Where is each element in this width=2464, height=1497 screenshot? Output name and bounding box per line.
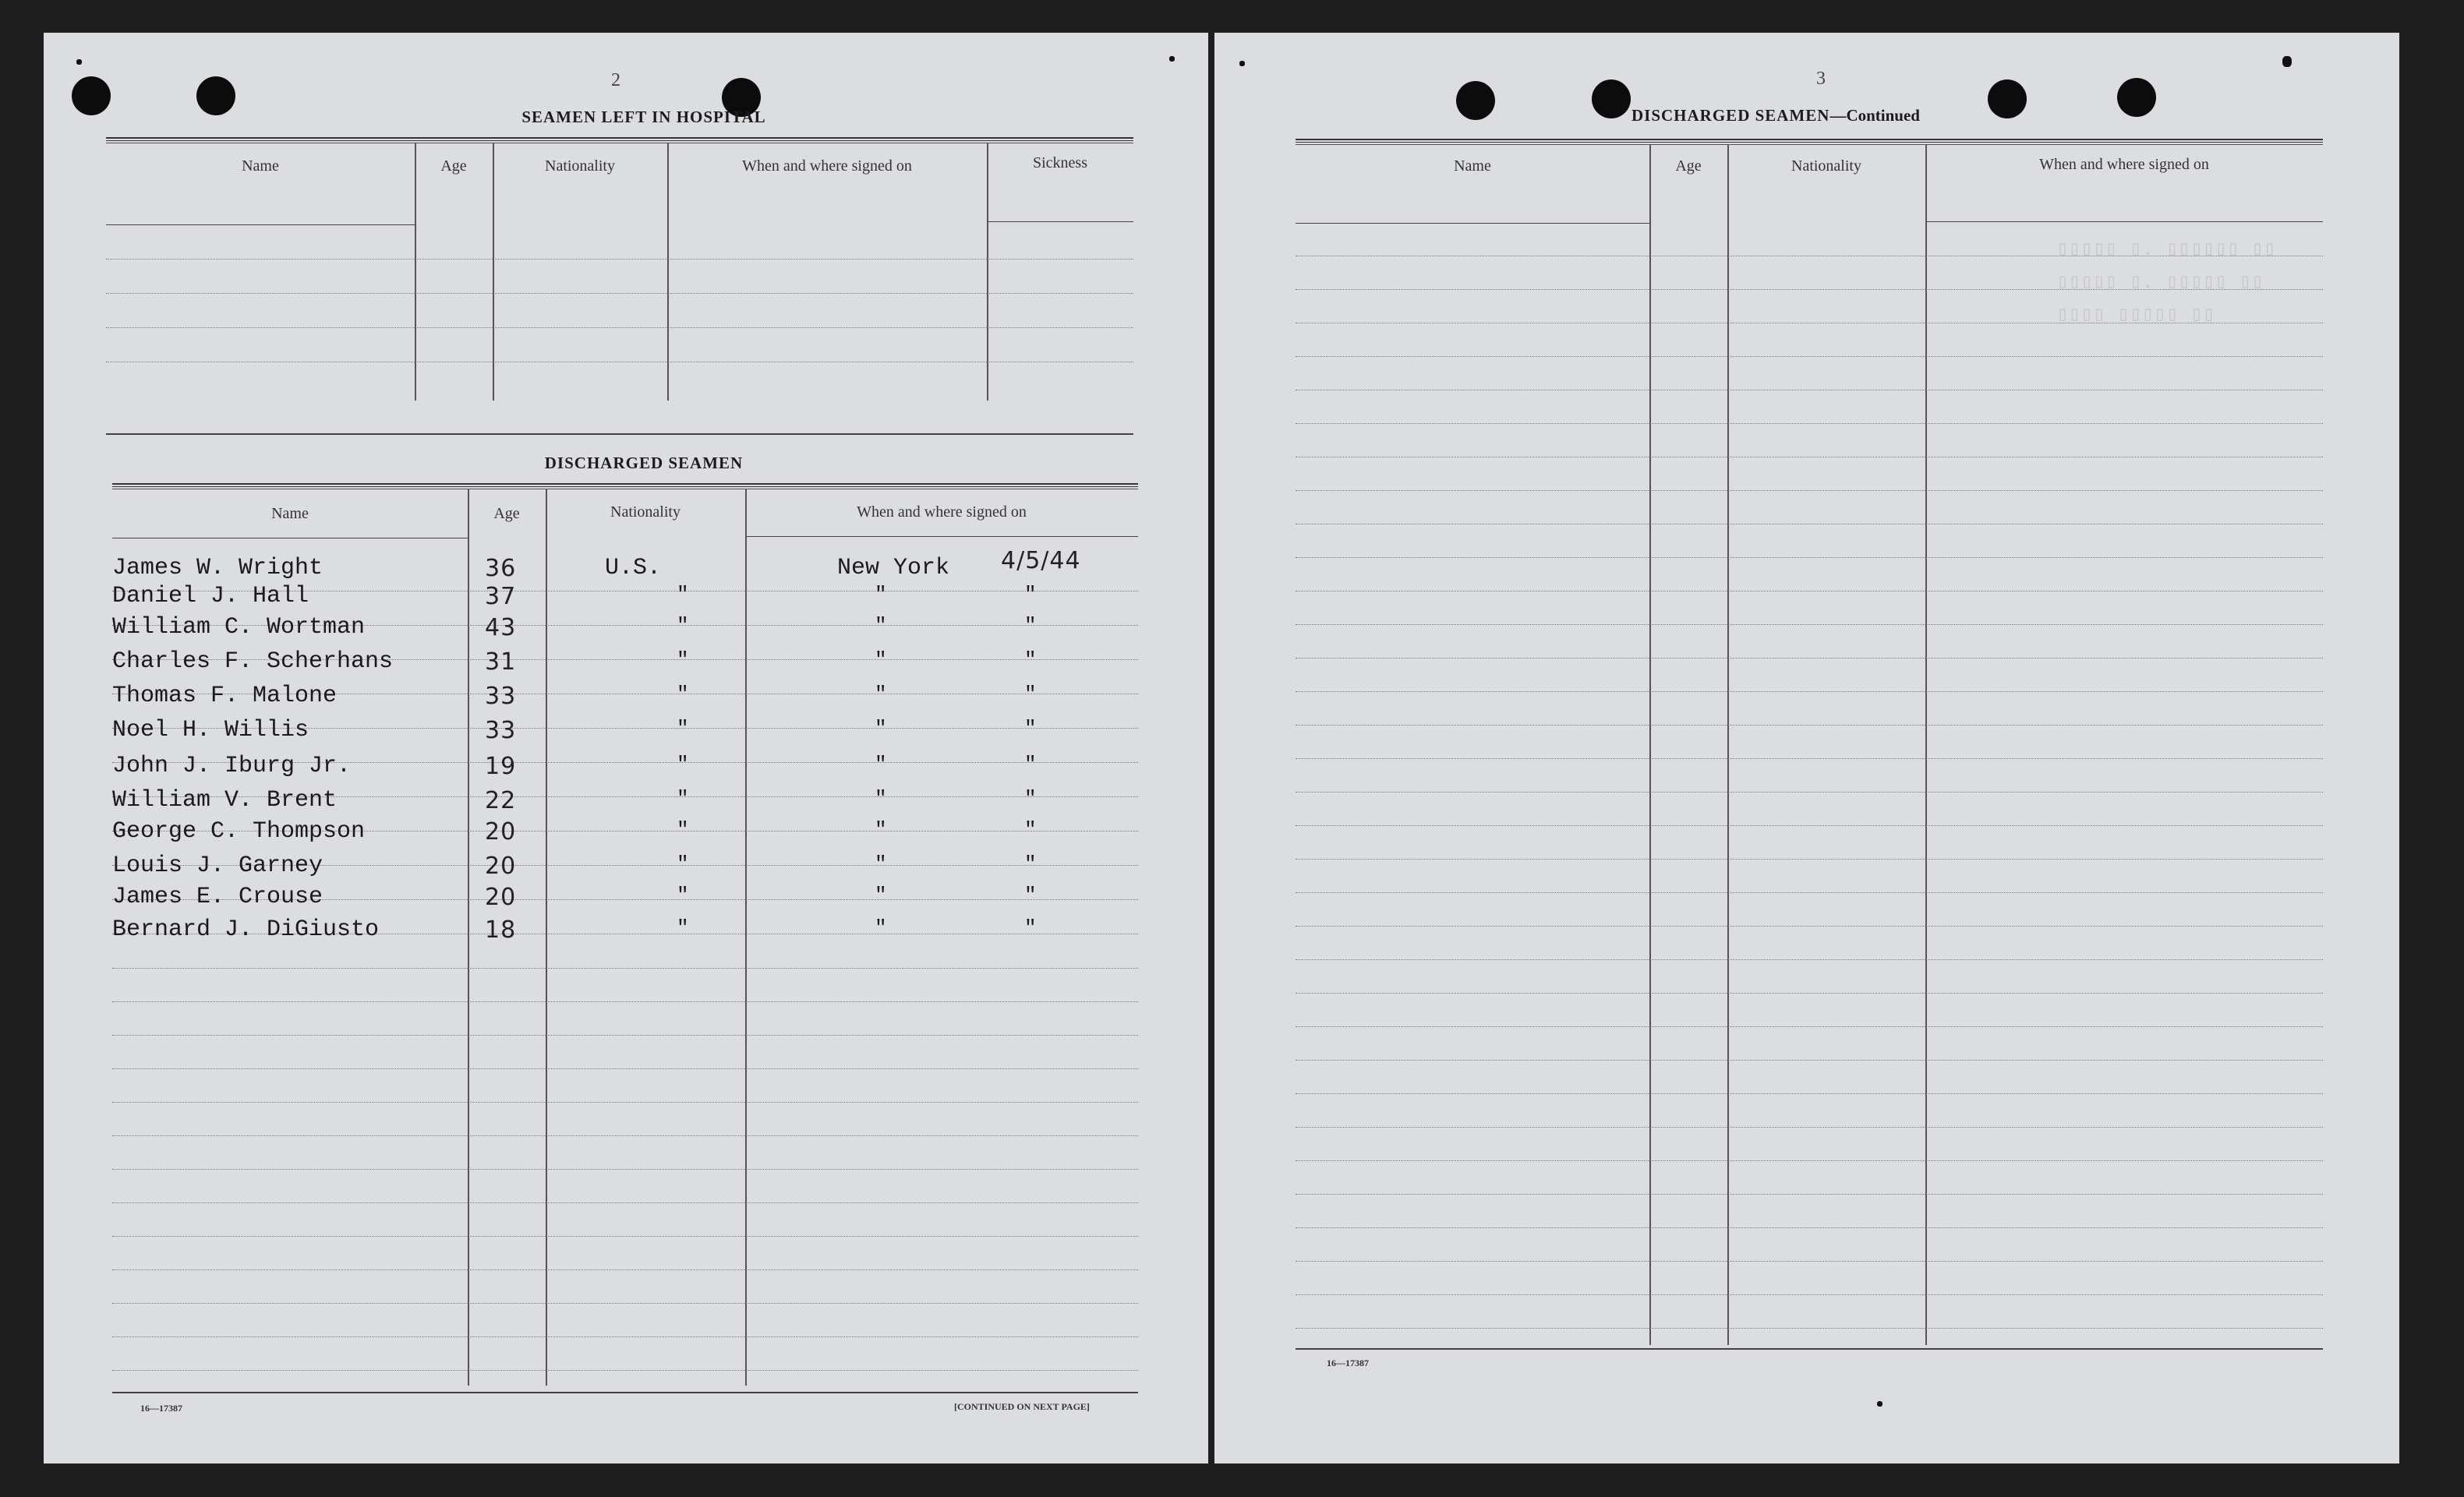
row-rule <box>106 259 1133 260</box>
speck <box>1877 1401 1882 1407</box>
seaman-age: 18 <box>485 916 517 944</box>
top-rule <box>106 137 1133 141</box>
seaman-age: 22 <box>485 787 517 814</box>
seaman-age: 20 <box>485 884 517 911</box>
seaman-nationality-ditto: " <box>677 787 689 810</box>
show-through: ▯▯▯▯ ▯▯▯▯▯ ▯▯ <box>2056 303 2215 327</box>
row-rule <box>1296 356 2323 357</box>
seaman-nationality-ditto: " <box>677 717 689 740</box>
row-rule <box>112 1370 1138 1371</box>
seaman-signed-date-ditto: " <box>1024 648 1037 672</box>
right-page <box>1214 33 2399 1463</box>
seaman-signed-place: New York <box>837 555 950 581</box>
seaman-nationality-ditto: " <box>677 583 689 606</box>
hospital-table <box>106 137 1133 438</box>
seaman-signed-place-ditto: " <box>875 916 887 940</box>
seaman-name: John J. Iburg Jr. <box>112 753 352 779</box>
col-header-nationality: Nationality <box>610 503 681 521</box>
seaman-name: James E. Crouse <box>112 884 323 910</box>
row-rule <box>1296 1026 2323 1027</box>
col-header-name: Name <box>242 157 279 175</box>
col-header-signed-on: When and where signed on <box>857 503 1027 521</box>
seaman-nationality-ditto: " <box>677 853 689 876</box>
seaman-signed-place-ditto: " <box>875 648 887 672</box>
seaman-nationality-ditto: " <box>677 884 689 907</box>
seaman-age: 20 <box>485 853 517 880</box>
punch-hole <box>1988 79 2027 118</box>
top-rule <box>112 483 1138 487</box>
row-rule <box>112 1068 1138 1069</box>
header-underline <box>987 221 1133 222</box>
seaman-name: William C. Wortman <box>112 614 366 641</box>
seaman-nationality-ditto: " <box>677 753 689 776</box>
seaman-signed-date-ditto: " <box>1024 614 1037 637</box>
seaman-signed-place-ditto: " <box>875 884 887 907</box>
seaman-name: Noel H. Willis <box>112 717 309 743</box>
bottom-rule <box>112 1392 1138 1393</box>
seaman-age: 37 <box>485 583 517 610</box>
col-header-signed-on: When and where signed on <box>2039 156 2209 173</box>
right-title-main: DISCHARGED SEAMEN <box>1631 106 1830 125</box>
punch-hole <box>2117 78 2156 117</box>
punch-hole <box>196 76 235 115</box>
row-rule <box>1296 859 2323 860</box>
punch-hole <box>1456 81 1495 120</box>
seaman-signed-date-ditto: " <box>1024 853 1037 876</box>
header-underline <box>745 536 1138 537</box>
row-rule <box>1296 725 2323 726</box>
speck <box>1169 56 1175 62</box>
seaman-signed-date-ditto: " <box>1024 717 1037 740</box>
seaman-age: 20 <box>485 818 517 846</box>
hospital-title: SEAMEN LEFT IN HOSPITAL <box>521 108 766 126</box>
row-rule <box>106 293 1133 294</box>
row-rule <box>112 1269 1138 1270</box>
seaman-signed-place-ditto: " <box>875 683 887 706</box>
show-through: ▯▯▯▯▯ ▯. ▯▯▯▯▯▯ ▯▯ <box>2056 238 2276 261</box>
seaman-age: 33 <box>485 683 517 710</box>
col-header-age: Age <box>493 505 520 522</box>
top-rule-2 <box>1296 144 2323 145</box>
seaman-signed-place-ditto: " <box>875 583 887 606</box>
header-underline <box>1925 221 2323 222</box>
seaman-signed-date-ditto: " <box>1024 753 1037 776</box>
col-header-age: Age <box>1675 157 1702 175</box>
page-number: 2 <box>611 70 620 90</box>
bottom-rule <box>1296 1348 2323 1350</box>
row-rule <box>1296 1160 2323 1161</box>
row-rule <box>1296 289 2323 290</box>
row-rule <box>112 1169 1138 1170</box>
seaman-signed-place-ditto: " <box>875 753 887 776</box>
col-header-signed-on: When and where signed on <box>742 157 912 175</box>
left-page <box>44 33 1208 1463</box>
show-through: ▯▯▯▯▯ ▯. ▯▯▯▯▯ ▯▯ <box>2056 270 2264 294</box>
row-rule <box>1296 825 2323 826</box>
col-header-name: Name <box>271 505 309 522</box>
seaman-signed-place-ditto: " <box>875 787 887 810</box>
seaman-nationality-ditto: " <box>677 818 689 842</box>
column-divider <box>1925 145 1927 1345</box>
seaman-nationality-ditto: " <box>677 916 689 940</box>
seaman-signed-place-ditto: " <box>875 818 887 842</box>
row-rule <box>1296 1093 2323 1094</box>
row-rule <box>112 1135 1138 1136</box>
seaman-name: Charles F. Scherhans <box>112 648 394 675</box>
seaman-name: Louis J. Garney <box>112 853 323 879</box>
page-number: 3 <box>1816 69 1826 89</box>
row-rule <box>112 1102 1138 1103</box>
seaman-name: George C. Thompson <box>112 818 366 845</box>
seaman-name: Bernard J. DiGiusto <box>112 916 380 943</box>
right-title <box>1589 106 1963 125</box>
seaman-age: 43 <box>485 614 517 641</box>
seaman-signed-date-ditto: " <box>1024 818 1037 842</box>
seaman-age: 33 <box>485 717 517 744</box>
col-header-name: Name <box>1454 157 1491 175</box>
row-rule <box>112 1035 1138 1036</box>
row-rule <box>1296 1194 2323 1195</box>
row-rule <box>112 1001 1138 1002</box>
seaman-name: James W. Wright <box>112 555 323 581</box>
form-number: 16—17387 <box>1327 1358 1369 1368</box>
row-rule <box>112 1303 1138 1304</box>
column-divider <box>745 489 747 1386</box>
seaman-signed-place-ditto: " <box>875 853 887 876</box>
speck <box>1239 61 1245 66</box>
row-rule <box>1296 1127 2323 1128</box>
row-rule <box>1296 624 2323 625</box>
seaman-signed-place-ditto: " <box>875 614 887 637</box>
seaman-name: Daniel J. Hall <box>112 583 309 609</box>
row-rule <box>1296 1261 2323 1262</box>
seaman-nationality: U.S. <box>605 555 662 581</box>
col-header-sickness: Sickness <box>1033 154 1087 171</box>
header-underline <box>106 224 415 225</box>
speck <box>76 59 82 65</box>
row-rule <box>1296 691 2323 692</box>
col-header-age: Age <box>440 157 467 175</box>
row-rule <box>1296 490 2323 491</box>
column-divider <box>1727 145 1729 1345</box>
row-rule <box>1296 959 2323 960</box>
row-rule <box>112 1202 1138 1203</box>
row-rule <box>1296 758 2323 759</box>
col-header-nationality: Nationality <box>545 157 615 175</box>
seaman-signed-date-ditto: " <box>1024 916 1037 940</box>
seaman-nationality-ditto: " <box>677 683 689 706</box>
row-rule <box>1296 557 2323 558</box>
seaman-nationality-ditto: " <box>677 648 689 672</box>
row-rule <box>1296 423 2323 424</box>
seaman-signed-date-ditto: " <box>1024 683 1037 706</box>
seaman-signed-date-ditto: " <box>1024 583 1037 606</box>
discharged-table <box>112 483 1138 1395</box>
row-rule <box>112 1236 1138 1237</box>
bottom-rule <box>106 433 1133 435</box>
column-divider <box>468 489 469 1386</box>
row-rule <box>1296 1227 2323 1228</box>
seaman-signed-date-ditto: " <box>1024 884 1037 907</box>
seaman-age: 19 <box>485 753 517 780</box>
seaman-signed-date: 4/5/44 <box>1001 547 1081 574</box>
column-divider <box>546 489 547 1386</box>
seaman-age: 36 <box>485 555 517 582</box>
seaman-name: Thomas F. Malone <box>112 683 338 709</box>
continued-note: [CONTINUED ON NEXT PAGE] <box>954 1401 1090 1412</box>
row-rule <box>1296 1328 2323 1329</box>
right-discharged-table <box>1296 139 2323 1386</box>
row-rule <box>1296 892 2323 893</box>
discharged-title: DISCHARGED SEAMEN <box>544 454 744 472</box>
row-rule <box>112 968 1138 969</box>
header-underline <box>1296 223 1649 224</box>
row-rule <box>1296 792 2323 793</box>
speck <box>2282 56 2292 67</box>
row-rule <box>106 327 1133 328</box>
seaman-signed-place-ditto: " <box>875 717 887 740</box>
punch-hole <box>72 76 111 115</box>
seaman-name: William V. Brent <box>112 787 338 814</box>
row-rule <box>1296 1294 2323 1295</box>
top-rule <box>1296 139 2323 143</box>
col-header-nationality: Nationality <box>1791 157 1861 175</box>
row-rule <box>1296 926 2323 927</box>
row-rule <box>112 1336 1138 1337</box>
seaman-age: 31 <box>485 648 517 676</box>
row-rule <box>1296 993 2323 994</box>
seaman-nationality-ditto: " <box>677 614 689 637</box>
right-title-cont: —Continued <box>1829 106 1920 125</box>
form-number: 16—17387 <box>140 1403 182 1414</box>
row-rule <box>1296 1060 2323 1061</box>
seaman-signed-date-ditto: " <box>1024 787 1037 810</box>
column-divider <box>1649 145 1651 1345</box>
